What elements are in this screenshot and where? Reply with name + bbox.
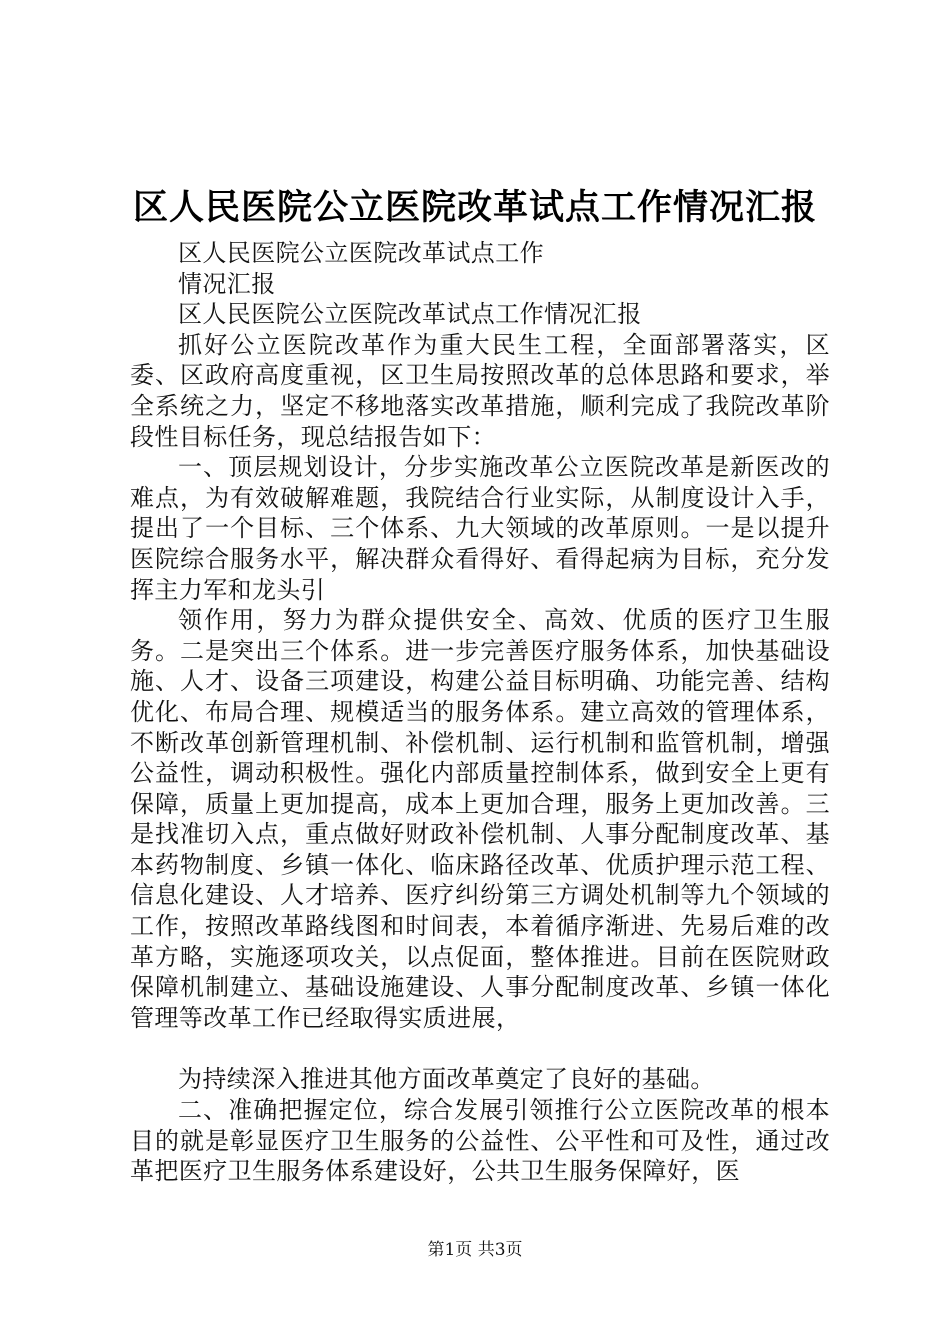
paragraph-section-one-continued: 领作用，努力为群众提供安全、高效、优质的医疗卫生服务。二是突出三个体系。进一步完善医疗服务体系，加快基础设施、人才、设备三项建设，构建公益目标明确、功能完善、结构优化、布局合理、规模适当的服务体系。建立高效的管理体系，不断改革创新管理机制、补偿机制、运行机制和监管机制，增强公益性，调动积极性。强化内部质量控制体系，做到安全上更有保障，质量上更加提高，成本上更加合理，服务上更加改善。三是找准切入点，重点做好财政补偿机制、人事分配制度改革、基本药物制度、乡镇一体化、临床路径改革、优质护理示范工程、信息化建设、人才培养、医疗纠纷第三方调处机制等九个领域的工作，按照改革路线图和时间表，本着循序渐进、先易后难的改革方略，实施逐项攻关，以点促面，整体推进。目前在医院财政保障机制建立、基础设施建设、人事分配制度改革、乡镇一体化管理等改革工作已经取得实质进展，: [130, 606, 830, 1032]
page-number-footer: 第1页 共3页: [427, 1240, 523, 1260]
paragraph-foundation: 为持续深入推进其他方面改革奠定了良好的基础。: [178, 1065, 715, 1094]
paragraph-subtitle: 区人民医院公立医院改革试点工作情况汇报: [178, 300, 642, 329]
paragraph-section-two: 二、准确把握定位，综合发展引领推行公立医院改革的根本目的就是彰显医疗卫生服务的公益性、公平性和可及性，通过改革把医疗卫生服务体系建设好，公共卫生服务保障好，医: [130, 1096, 830, 1186]
document-body: [130, 238, 830, 1187]
paragraph-section-one: 一、顶层规划设计，分步实施改革公立医院改革是新医改的难点，为有效破解难题，我院结合行业实际，从制度设计入手，提出了一个目标、三个体系、九大领域的改革原则。一是以提升医院综合服务水平，解决群众看得好、看得起病为目标，充分发挥主力军和龙头引: [130, 453, 830, 604]
document-title: 区人民医院公立医院改革试点工作情况汇报: [132, 187, 817, 228]
paragraph-heading-line-1: 区人民医院公立医院改革试点工作: [178, 239, 544, 267]
paragraph-heading-line-2: 情况汇报: [178, 269, 276, 298]
paragraph-intro: 抓好公立医院改革作为重大民生工程，全面部署落实，区委、区政府高度重视，区卫生局按照改革的总体思路和要求，举全系统之力，坚定不移地落实改革措施，顺利完成了我院改革阶段性目标任务，现总结报告如下：: [130, 330, 830, 451]
